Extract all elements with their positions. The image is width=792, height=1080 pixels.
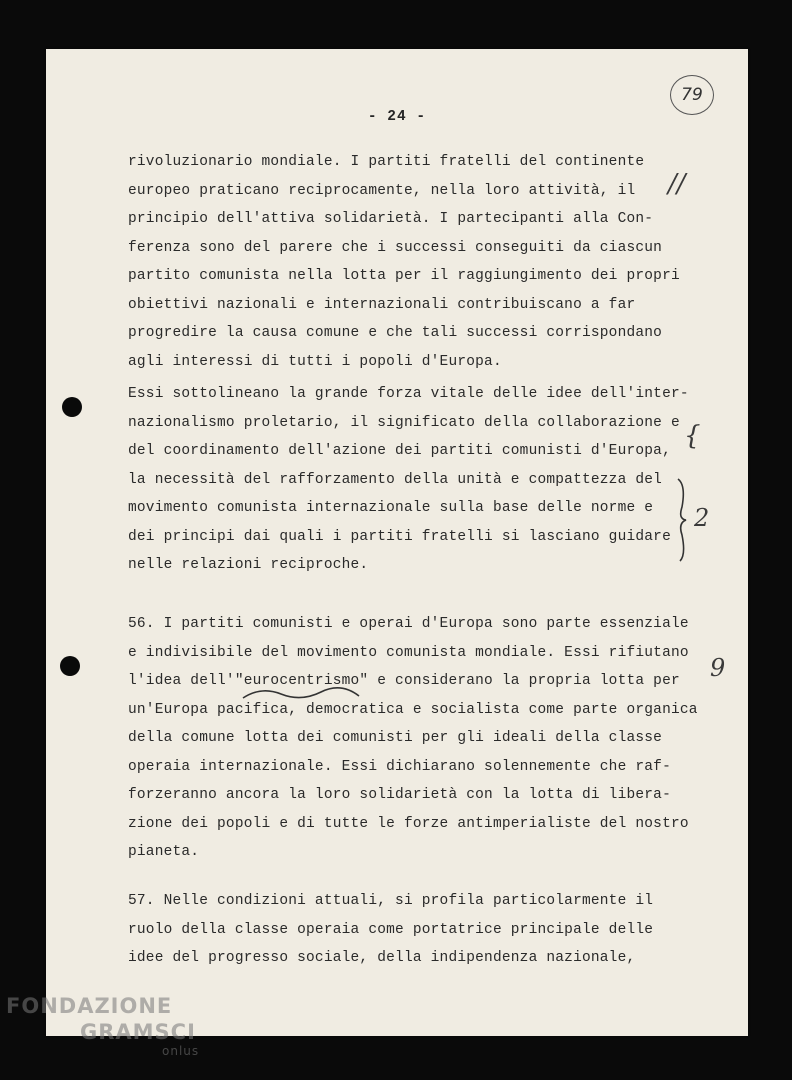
text-line: ferenza sono del parere che i successi conseguiti da ciascun (128, 239, 663, 256)
text-line: e indivisibile del movimento comunista mondiale. Essi rifiutano (128, 644, 689, 661)
paragraph-57 (128, 887, 653, 973)
punch-hole (60, 656, 80, 676)
text-line: nazionalismo proletario, il significato della collaborazione e (128, 414, 680, 431)
text-line: agli interessi di tutti i popoli d'Europa. (128, 353, 502, 370)
margin-mark-number-9: 9 (710, 654, 726, 682)
text-line: Essi sottolineano la grande forza vitale delle idee dell'inter- (128, 386, 689, 402)
punch-hole (62, 397, 82, 417)
text-line: un'Europa pacifica, democratica e socialista come parte organica (128, 701, 698, 718)
watermark-line-1: FONDAZIONE (6, 994, 173, 1018)
text-line: obiettivi nazionali e internazionali contribuiscano a far (128, 296, 636, 313)
margin-mark-number-2: 2 (694, 504, 710, 532)
text-line: la necessità del rafforzamento della unità e compattezza del (128, 471, 663, 488)
text-line: forzeranno ancora la loro solidarietà con la lotta di libera- (128, 787, 671, 803)
page-number: - 24 - (367, 109, 427, 125)
text-line: principio dell'attiva solidarietà. I partecipanti alla Con- (128, 211, 654, 227)
text-line: movimento comunista internazionale sulla base delle norme e (128, 500, 654, 516)
text-line: nelle relazioni reciproche. (128, 557, 369, 573)
archive-stamp: 79 (670, 75, 714, 115)
paragraph-2 (128, 380, 689, 580)
text-line: progredire la causa comune e che tali successi corrispondano (128, 325, 663, 341)
paragraph-56 (128, 610, 698, 867)
text-line: l'idea dell'"eurocentrismo" e considerano la propria lotta per (128, 673, 680, 689)
text-line: operaia internazionale. Essi dichiarano solennemente che raf- (128, 758, 671, 775)
margin-brace-icon (674, 477, 690, 563)
text-line: dei principi dai quali i partiti fratelli si lasciano guidare (128, 528, 671, 545)
text-line: europeo praticano reciprocamente, nella loro attività, il (128, 182, 636, 199)
document-page (46, 49, 748, 1036)
text-line: della comune lotta dei comunisti per gli ideali della classe (128, 730, 663, 746)
text-line: rivoluzionario mondiale. I partiti fratelli del continente (128, 154, 645, 170)
margin-mark-double-line: // (668, 169, 686, 199)
watermark-line-3: onlus (162, 1044, 200, 1058)
watermark-logo (6, 994, 199, 1058)
text-line: idee del progresso sociale, della indipendenza nazionale, (128, 950, 636, 966)
text-line: 57. Nelle condizioni attuali, si profila particolarmente il (128, 893, 654, 909)
handwritten-underline (241, 686, 361, 702)
text-line: zione dei popoli e di tutte le forze antimperialiste del nostro (128, 815, 689, 832)
text-line: partito comunista nella lotta per il raggiungimento dei propri (128, 268, 680, 284)
text-line: pianeta. (128, 844, 200, 860)
text-line: 56. I partiti comunisti e operai d'Europa sono parte essenziale (128, 616, 689, 632)
margin-mark-brace: { (684, 421, 701, 451)
watermark-line-2: GRAMSCI (80, 1020, 196, 1044)
paragraph-1 (128, 148, 680, 376)
text-line: ruolo della classe operaia come portatrice principale delle (128, 921, 654, 938)
text-line: del coordinamento dell'azione dei partiti comunisti d'Europa, (128, 443, 671, 459)
